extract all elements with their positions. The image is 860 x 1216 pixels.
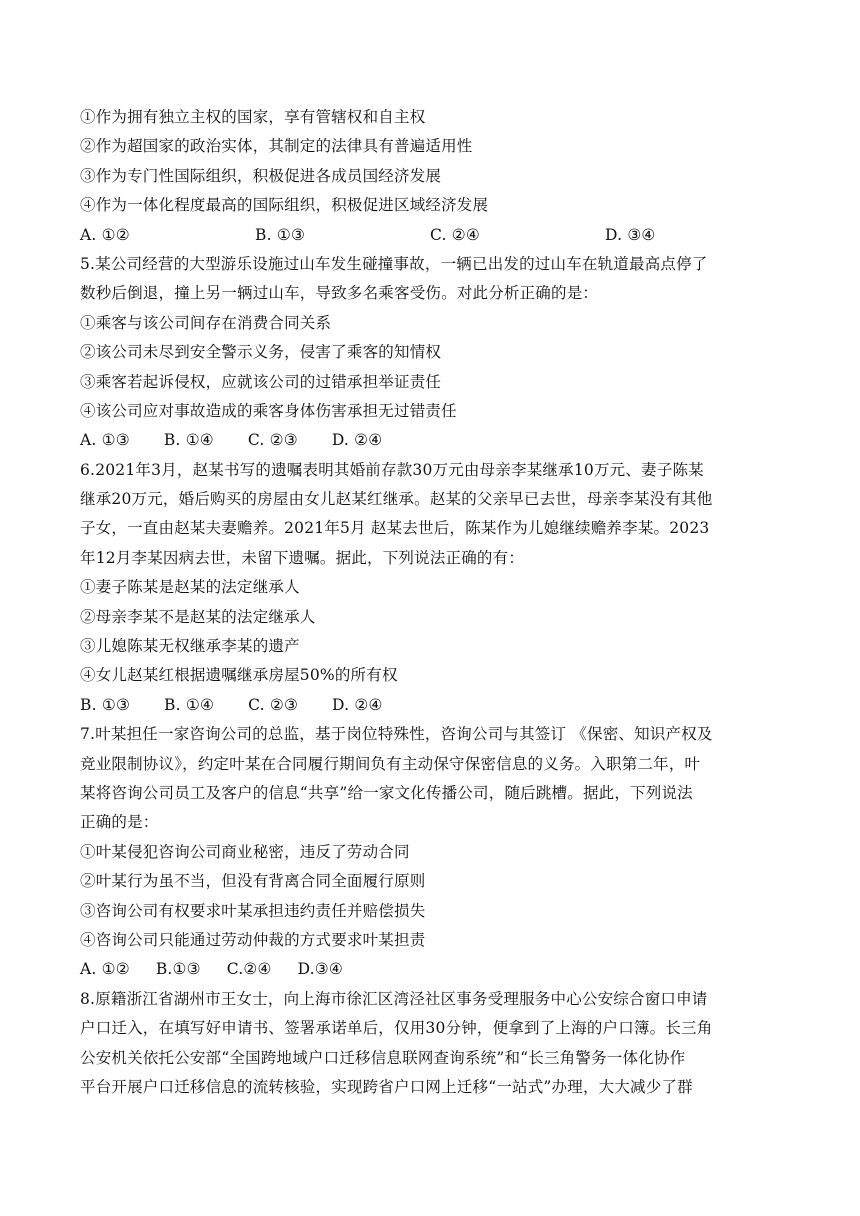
q5-option-b[interactable]: B. ①④	[163, 431, 214, 450]
q6-stem-line-1: 6.2021年3月，赵某书写的遗嘱表明其婚前存款30万元由母亲李某继承10万元、妻子陈某	[80, 460, 704, 479]
question-6	[80, 456, 780, 721]
q7-stem-line-3: 某将咨询公司员工及客户的信息“共享”给一家文化传播公司，随后跳槽。据此，下列说法	[80, 783, 693, 802]
q4-options	[80, 221, 780, 250]
q5-stem-line-1: 5.某公司经营的大型游乐设施过山车发生碰撞事故，一辆已出发的过山车在轨道最高点停了	[80, 254, 708, 273]
q5-item-2: ②该公司未尽到安全警示义务，侵害了乘客的知情权	[80, 343, 442, 362]
q4-item-1: ①作为拥有独立主权的国家，享有管辖权和自主权	[80, 108, 426, 126]
q6-stem-line-2: 继承20万元，婚后购买的房屋由女儿赵某红继承。赵某的父亲早已去世，母亲李某没有其他	[80, 490, 713, 509]
q6-stem-line-4: 年12月李某因病去世，未留下遗嘱。据此，下列说法正确的有：	[80, 548, 525, 567]
q7-item-2: ②叶某行为虽不当，但没有背离合同全面履行原则	[80, 872, 426, 891]
q6-option-a[interactable]: B. ①③	[80, 695, 131, 714]
q5-option-c[interactable]: C. ②③	[247, 431, 298, 450]
q6-option-c[interactable]: C. ②③	[248, 695, 299, 714]
q4-option-c[interactable]: C. ②④	[430, 225, 480, 244]
q8-stem-line-1: 8.原籍浙江省湖州市王女士，向上海市徐汇区湾泾社区事务受理服务中心公安综合窗口申请	[80, 989, 708, 1008]
question-5	[80, 250, 780, 456]
q7-option-b[interactable]: B.①③	[155, 960, 201, 979]
q4-option-b[interactable]: B. ①③	[255, 225, 306, 244]
q8-stem-line-2: 户口迁入，在填写好申请书、签署承诺单后，仅用30分钟，便拿到了上海的户口簿。长三角	[80, 1019, 713, 1038]
q5-item-3: ③乘客若起诉侵权，应就该公司的过错承担举证责任	[80, 372, 442, 391]
q7-option-a[interactable]: A. ①②	[80, 960, 130, 979]
question-4-items	[80, 103, 780, 221]
q7-item-4: ④咨询公司只能通过劳动仲裁的方式要求叶某担责	[80, 930, 426, 949]
q5-item-4: ④该公司应对事故造成的乘客身体伤害承担无过错责任	[80, 401, 457, 420]
q7-stem-line-4: 正确的是：	[80, 813, 159, 832]
q4-option-a[interactable]: A. ①②	[80, 225, 130, 244]
q6-option-b[interactable]: B. ①④	[164, 695, 215, 714]
q7-stem-line-1: 7.叶某担任一家咨询公司的总监，基于岗位特殊性，咨询公司与其签订 《保密、知识产权及	[80, 725, 713, 744]
q8-stem-line-3: 公安机关依托公安部“全国跨地域户口迁移信息联网查询系统”和“长三角警务一体化协作	[80, 1048, 686, 1067]
q7-stem-line-2: 竞业限制协议》，约定叶某在合同履行期间负有主动保守保密信息的义务。入职第二年，叶	[80, 754, 701, 773]
q6-option-d[interactable]: D. ②④	[332, 695, 383, 714]
q8-stem-line-4: 平台开展户口迁移信息的流转核验，实现跨省户口网上迁移“一站式”办理，大大减少了群	[80, 1077, 693, 1096]
q5-stem-line-2: 数秒后倒退，撞上另一辆过山车，导致多名乘客受伤。对此分析正确的是：	[80, 284, 599, 303]
question-7	[80, 720, 780, 985]
question-8	[80, 985, 780, 1103]
q5-options	[80, 426, 780, 455]
q6-item-4: ④女儿赵某红根据遗嘱继承房屋50%的所有权	[80, 666, 398, 685]
q6-stem-line-3: 子女，一直由赵某夫妻赡养。2021年5月 赵某去世后，陈某作为儿媳继续赡养李某。2023	[80, 519, 710, 538]
q4-item-2: ②作为超国家的政治实体，其制定的法律具有普遍适用性	[80, 137, 473, 156]
q5-item-1: ①乘客与该公司间存在消费合同关系	[80, 313, 332, 332]
q6-item-2: ②母亲李某不是赵某的法定继承人	[80, 607, 316, 626]
q6-options	[80, 691, 780, 720]
q7-item-1: ①叶某侵犯咨询公司商业秘密，违反了劳动合同	[80, 842, 410, 861]
q6-item-3: ③儿媳陈某无权继承李某的遗产	[80, 637, 300, 656]
q4-item-3: ③作为专门性国际组织，积极促进各成员国经济发展	[80, 166, 442, 185]
q5-option-d[interactable]: D. ②④	[331, 431, 383, 450]
q5-option-a[interactable]: A. ①③	[80, 431, 130, 450]
q4-option-d[interactable]: D. ③④	[605, 225, 656, 244]
q7-item-3: ③咨询公司有权要求叶某承担违约责任并赔偿损失	[80, 901, 426, 920]
q7-option-d[interactable]: D.③④	[297, 960, 343, 979]
question-content	[80, 103, 780, 1102]
q7-option-c[interactable]: C.②④	[226, 960, 272, 979]
q4-item-4: ④作为一体化程度最高的国际组织，积极促进区域经济发展	[80, 196, 489, 215]
q6-item-1: ①妻子陈某是赵某的法定继承人	[80, 578, 300, 597]
q7-options	[80, 955, 780, 984]
